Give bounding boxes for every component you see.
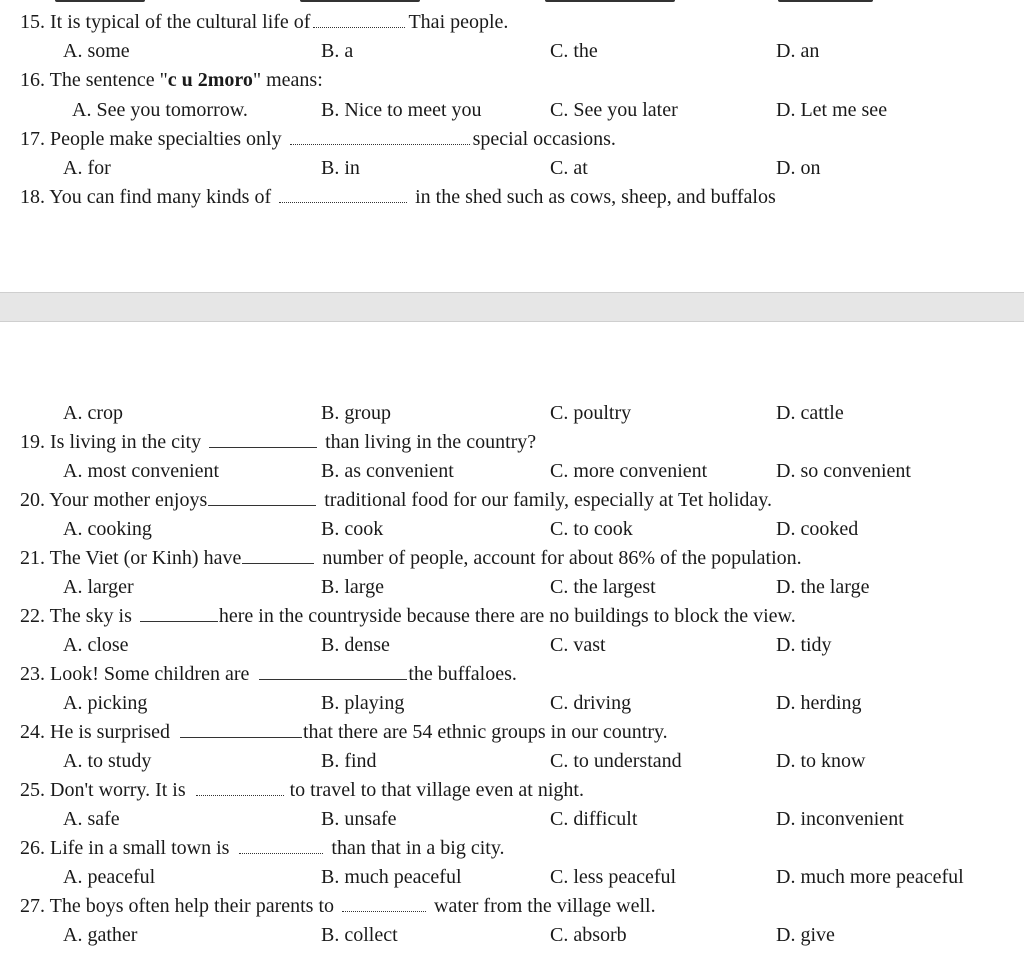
question-24: 24. He is surprised that there are 54 ethnic groups in our country.: [20, 721, 668, 743]
option-a: A. larger: [63, 576, 134, 598]
option-a: A. close: [63, 634, 129, 656]
option-b: B. playing: [321, 692, 405, 714]
option-c: C. poultry: [550, 402, 632, 424]
answer-blank: [279, 184, 407, 203]
option-d: D. cattle: [776, 402, 844, 424]
option-d: D. much more peaceful: [776, 866, 964, 888]
question-17: 17. People make specialties only special occasions.: [20, 128, 616, 150]
cropped-previous-line: [0, 0, 1024, 4]
question-16: 16. The sentence "c u 2moro" means:: [20, 69, 323, 91]
question-25: 25. Don't worry. It is to travel to that village even at night.: [20, 779, 584, 801]
option-c: C. vast: [550, 634, 606, 656]
answer-blank: [196, 777, 284, 796]
option-b: B. unsafe: [321, 808, 397, 830]
option-d: D. Let me see: [776, 99, 888, 121]
document-page-bottom: [0, 322, 1024, 954]
option-c: C. See you later: [550, 99, 678, 121]
page-separator: [0, 292, 1024, 322]
option-b: B. large: [321, 576, 384, 598]
option-c: C. driving: [550, 692, 632, 714]
option-a: A. to study: [63, 750, 152, 772]
answer-blank: [180, 719, 302, 738]
sms-abbreviation: c u 2moro: [167, 69, 253, 91]
option-c: C. the largest: [550, 576, 656, 598]
answer-blank: [239, 835, 323, 854]
option-b: B. find: [321, 750, 377, 772]
option-c: C. difficult: [550, 808, 638, 830]
answer-blank: [290, 126, 470, 145]
option-c: C. absorb: [550, 924, 627, 946]
option-d: D. an: [776, 40, 820, 62]
option-d: D. give: [776, 924, 835, 946]
question-26: 26. Life in a small town is than that in a big city.: [20, 837, 505, 859]
option-a: A. cooking: [63, 518, 152, 540]
option-b: B. much peaceful: [321, 866, 462, 888]
option-c: C. to understand: [550, 750, 682, 772]
answer-blank: [209, 429, 317, 448]
option-c: C. at: [550, 157, 588, 179]
option-d: D. cooked: [776, 518, 859, 540]
option-a: A. gather: [63, 924, 138, 946]
option-b: B. in: [321, 157, 360, 179]
option-c: C. the: [550, 40, 598, 62]
question-15: 15. It is typical of the cultural life of Thai people.: [20, 11, 509, 33]
answer-blank: [242, 545, 314, 564]
option-b: B. cook: [321, 518, 384, 540]
option-b: B. a: [321, 40, 354, 62]
option-b: B. dense: [321, 634, 390, 656]
question-19: 19. Is living in the city than living in the country?: [20, 431, 537, 453]
answer-blank: [208, 487, 316, 506]
option-b: B. group: [321, 402, 391, 424]
option-a: A. some: [63, 40, 130, 62]
option-d: D. herding: [776, 692, 862, 714]
option-b: B. Nice to meet you: [321, 99, 482, 121]
answer-blank: [313, 9, 405, 28]
option-a: A. picking: [63, 692, 148, 714]
answer-blank: [140, 603, 218, 622]
option-c: C. more convenient: [550, 460, 708, 482]
question-18: 18. You can find many kinds of in the shed such as cows, sheep, and buffalos: [20, 186, 776, 208]
question-23: 23. Look! Some children are the buffaloes.: [20, 663, 517, 685]
question-22: 22. The sky is here in the countryside because there are no buildings to block the view.: [20, 605, 796, 627]
option-a: A. safe: [63, 808, 120, 830]
option-c: C. to cook: [550, 518, 633, 540]
option-a: A. peaceful: [63, 866, 156, 888]
option-c: C. less peaceful: [550, 866, 677, 888]
question-27: 27. The boys often help their parents to water from the village well.: [20, 895, 656, 917]
option-d: D. so convenient: [776, 460, 911, 482]
option-a: A. crop: [63, 402, 123, 424]
option-b: B. as convenient: [321, 460, 454, 482]
option-a: A. See you tomorrow.: [72, 99, 248, 121]
option-b: B. collect: [321, 924, 398, 946]
answer-blank: [342, 893, 426, 912]
option-d: D. to know: [776, 750, 866, 772]
document-page-top: [0, 0, 1024, 292]
answer-blank: [259, 661, 407, 680]
option-d: D. the large: [776, 576, 870, 598]
option-d: D. on: [776, 157, 821, 179]
option-d: D. tidy: [776, 634, 832, 656]
option-d: D. inconvenient: [776, 808, 904, 830]
option-a: A. for: [63, 157, 111, 179]
question-21: 21. The Viet (or Kinh) have number of people, account for about 86% of the population.: [20, 547, 802, 569]
option-a: A. most convenient: [63, 460, 220, 482]
question-20: 20. Your mother enjoys traditional food for our family, especially at Tet holiday.: [20, 489, 772, 511]
